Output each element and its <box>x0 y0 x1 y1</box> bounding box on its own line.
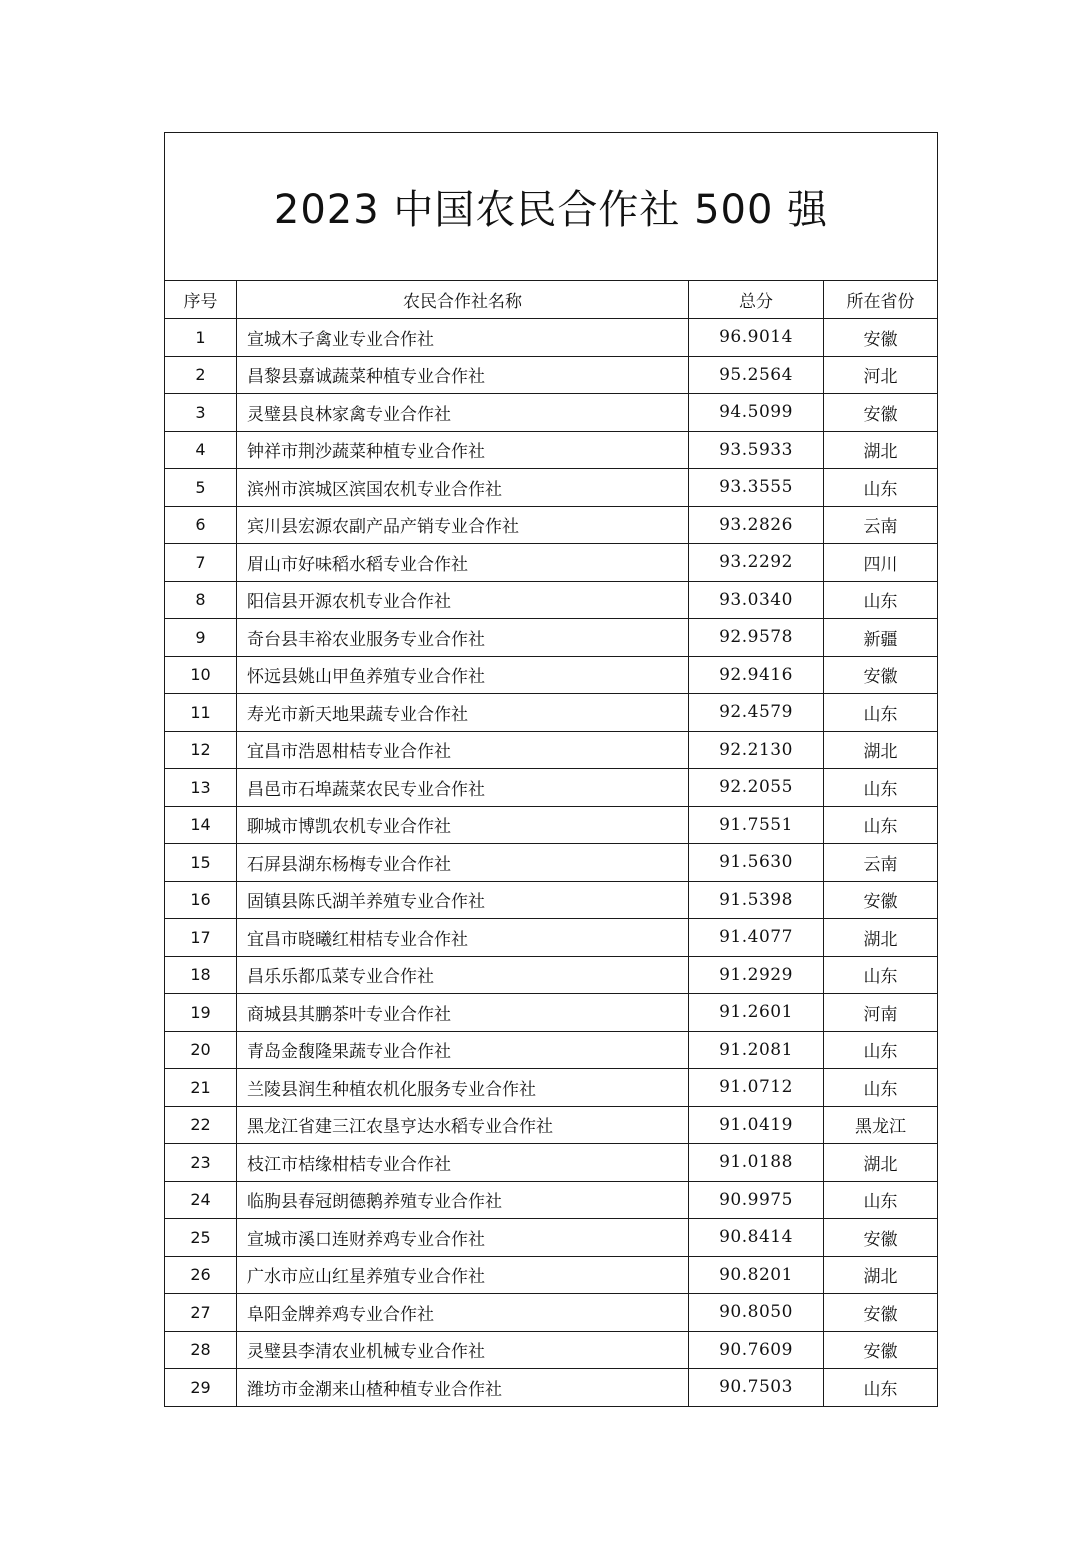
cell-name: 广水市应山红星养殖专业合作社 <box>237 1256 689 1294</box>
table-row <box>165 431 938 469</box>
cell-index: 28 <box>165 1331 237 1369</box>
cell-province: 山东 <box>824 1369 938 1407</box>
cell-score: 94.5099 <box>689 394 824 432</box>
table-row <box>165 1331 938 1369</box>
cell-index: 27 <box>165 1294 237 1332</box>
cell-index: 5 <box>165 469 237 507</box>
cell-name: 黑龙江省建三江农垦亨达水稻专业合作社 <box>237 1106 689 1144</box>
cell-score: 92.9416 <box>689 656 824 694</box>
table-row <box>165 619 938 657</box>
cell-province: 四川 <box>824 544 938 582</box>
cell-score: 91.5630 <box>689 844 824 882</box>
table-row <box>165 1144 938 1182</box>
cell-score: 93.2292 <box>689 544 824 582</box>
cell-score: 91.2601 <box>689 994 824 1032</box>
cell-province: 云南 <box>824 506 938 544</box>
cell-name: 聊城市博凯农机专业合作社 <box>237 806 689 844</box>
cell-score: 91.2929 <box>689 956 824 994</box>
column-header-score: 总分 <box>689 281 824 319</box>
table-row <box>165 994 938 1032</box>
cell-province: 安徽 <box>824 1294 938 1332</box>
cell-name: 昌黎县嘉诚蔬菜种植专业合作社 <box>237 356 689 394</box>
cell-score: 91.5398 <box>689 881 824 919</box>
cell-name: 固镇县陈氏湖羊养殖专业合作社 <box>237 881 689 919</box>
cell-index: 25 <box>165 1219 237 1257</box>
table-row <box>165 319 938 357</box>
cell-score: 92.2055 <box>689 769 824 807</box>
column-header-name: 农民合作社名称 <box>237 281 689 319</box>
cell-index: 4 <box>165 431 237 469</box>
cell-score: 96.9014 <box>689 319 824 357</box>
cell-name: 怀远县姚山甲鱼养殖专业合作社 <box>237 656 689 694</box>
table-row <box>165 1069 938 1107</box>
cell-province: 安徽 <box>824 656 938 694</box>
cell-score: 91.0419 <box>689 1106 824 1144</box>
table-row <box>165 506 938 544</box>
cell-index: 24 <box>165 1181 237 1219</box>
table-row <box>165 1219 938 1257</box>
cell-score: 90.9975 <box>689 1181 824 1219</box>
table-row <box>165 881 938 919</box>
cell-name: 兰陵县润生种植农机化服务专业合作社 <box>237 1069 689 1107</box>
cell-index: 26 <box>165 1256 237 1294</box>
table-row <box>165 956 938 994</box>
cell-index: 7 <box>165 544 237 582</box>
cell-province: 安徽 <box>824 881 938 919</box>
cell-province: 云南 <box>824 844 938 882</box>
cell-name: 青岛金馥隆果蔬专业合作社 <box>237 1031 689 1069</box>
cell-score: 93.5933 <box>689 431 824 469</box>
table-row <box>165 1369 938 1407</box>
cell-name: 潍坊市金潮来山楂种植专业合作社 <box>237 1369 689 1407</box>
table-row <box>165 581 938 619</box>
cell-name: 灵璧县李清农业机械专业合作社 <box>237 1331 689 1369</box>
cell-index: 14 <box>165 806 237 844</box>
cell-score: 90.7503 <box>689 1369 824 1407</box>
cell-province: 安徽 <box>824 394 938 432</box>
cell-province: 山东 <box>824 694 938 732</box>
cell-index: 21 <box>165 1069 237 1107</box>
cell-index: 19 <box>165 994 237 1032</box>
table-row <box>165 356 938 394</box>
cell-index: 15 <box>165 844 237 882</box>
table-row <box>165 469 938 507</box>
cell-name: 商城县其鹏茶叶专业合作社 <box>237 994 689 1032</box>
table-row <box>165 806 938 844</box>
cell-index: 2 <box>165 356 237 394</box>
cell-score: 95.2564 <box>689 356 824 394</box>
cell-name: 宜昌市浩恩柑桔专业合作社 <box>237 731 689 769</box>
cell-index: 22 <box>165 1106 237 1144</box>
cell-score: 90.8050 <box>689 1294 824 1332</box>
column-header-index: 序号 <box>165 281 237 319</box>
table-row <box>165 731 938 769</box>
cell-province: 山东 <box>824 581 938 619</box>
cell-index: 11 <box>165 694 237 732</box>
ranking-table <box>164 132 938 1407</box>
table-row <box>165 919 938 957</box>
cell-score: 91.7551 <box>689 806 824 844</box>
cell-province: 湖北 <box>824 431 938 469</box>
table-row <box>165 1106 938 1144</box>
cell-score: 92.4579 <box>689 694 824 732</box>
cell-name: 灵璧县良林家禽专业合作社 <box>237 394 689 432</box>
cell-name: 眉山市好味稻水稻专业合作社 <box>237 544 689 582</box>
cell-province: 山东 <box>824 806 938 844</box>
cell-province: 黑龙江 <box>824 1106 938 1144</box>
cell-index: 20 <box>165 1031 237 1069</box>
cell-province: 湖北 <box>824 731 938 769</box>
cell-province: 新疆 <box>824 619 938 657</box>
cell-province: 安徽 <box>824 319 938 357</box>
cell-index: 23 <box>165 1144 237 1182</box>
table-row <box>165 656 938 694</box>
cell-index: 12 <box>165 731 237 769</box>
table-body <box>165 133 938 1407</box>
cell-name: 滨州市滨城区滨国农机专业合作社 <box>237 469 689 507</box>
cell-index: 6 <box>165 506 237 544</box>
table-row <box>165 544 938 582</box>
cell-name: 石屏县湖东杨梅专业合作社 <box>237 844 689 882</box>
cell-province: 安徽 <box>824 1219 938 1257</box>
table-row <box>165 1256 938 1294</box>
table-row <box>165 1294 938 1332</box>
table-row <box>165 844 938 882</box>
cell-score: 91.0188 <box>689 1144 824 1182</box>
cell-score: 90.8201 <box>689 1256 824 1294</box>
cell-index: 16 <box>165 881 237 919</box>
cell-score: 93.3555 <box>689 469 824 507</box>
cell-province: 河北 <box>824 356 938 394</box>
document-title: 2023 中国农民合作社 500 强 <box>165 133 938 281</box>
cell-score: 93.0340 <box>689 581 824 619</box>
cell-province: 湖北 <box>824 1144 938 1182</box>
cell-name: 枝江市桔缘柑桔专业合作社 <box>237 1144 689 1182</box>
cell-name: 奇台县丰裕农业服务专业合作社 <box>237 619 689 657</box>
cell-name: 寿光市新天地果蔬专业合作社 <box>237 694 689 732</box>
title-row <box>165 133 938 281</box>
table-row <box>165 1031 938 1069</box>
cell-score: 90.8414 <box>689 1219 824 1257</box>
cell-score: 91.2081 <box>689 1031 824 1069</box>
header-row <box>165 281 938 319</box>
cell-score: 91.0712 <box>689 1069 824 1107</box>
cell-index: 18 <box>165 956 237 994</box>
cell-name: 昌乐乐都瓜菜专业合作社 <box>237 956 689 994</box>
table-row <box>165 394 938 432</box>
cell-province: 安徽 <box>824 1331 938 1369</box>
table-row <box>165 1181 938 1219</box>
cell-province: 山东 <box>824 469 938 507</box>
cell-province: 湖北 <box>824 1256 938 1294</box>
cell-name: 宣城木子禽业专业合作社 <box>237 319 689 357</box>
cell-province: 山东 <box>824 1069 938 1107</box>
cell-index: 8 <box>165 581 237 619</box>
cell-province: 山东 <box>824 1181 938 1219</box>
cell-name: 钟祥市荆沙蔬菜种植专业合作社 <box>237 431 689 469</box>
cell-score: 90.7609 <box>689 1331 824 1369</box>
cell-index: 17 <box>165 919 237 957</box>
cell-province: 山东 <box>824 1031 938 1069</box>
cell-name: 阳信县开源农机专业合作社 <box>237 581 689 619</box>
cell-score: 92.9578 <box>689 619 824 657</box>
cell-index: 1 <box>165 319 237 357</box>
cell-province: 河南 <box>824 994 938 1032</box>
cell-score: 92.2130 <box>689 731 824 769</box>
cell-name: 昌邑市石埠蔬菜农民专业合作社 <box>237 769 689 807</box>
cell-score: 91.4077 <box>689 919 824 957</box>
cell-province: 湖北 <box>824 919 938 957</box>
table-row <box>165 694 938 732</box>
cell-index: 9 <box>165 619 237 657</box>
cell-index: 3 <box>165 394 237 432</box>
cell-score: 93.2826 <box>689 506 824 544</box>
cell-province: 山东 <box>824 769 938 807</box>
cell-name: 阜阳金牌养鸡专业合作社 <box>237 1294 689 1332</box>
cell-name: 宾川县宏源农副产品产销专业合作社 <box>237 506 689 544</box>
cell-name: 宜昌市晓曦红柑桔专业合作社 <box>237 919 689 957</box>
cell-province: 山东 <box>824 956 938 994</box>
table-row <box>165 769 938 807</box>
cell-index: 10 <box>165 656 237 694</box>
cell-index: 13 <box>165 769 237 807</box>
column-header-province: 所在省份 <box>824 281 938 319</box>
cell-name: 临朐县春冠朗德鹅养殖专业合作社 <box>237 1181 689 1219</box>
cell-index: 29 <box>165 1369 237 1407</box>
cell-name: 宣城市溪口连财养鸡专业合作社 <box>237 1219 689 1257</box>
